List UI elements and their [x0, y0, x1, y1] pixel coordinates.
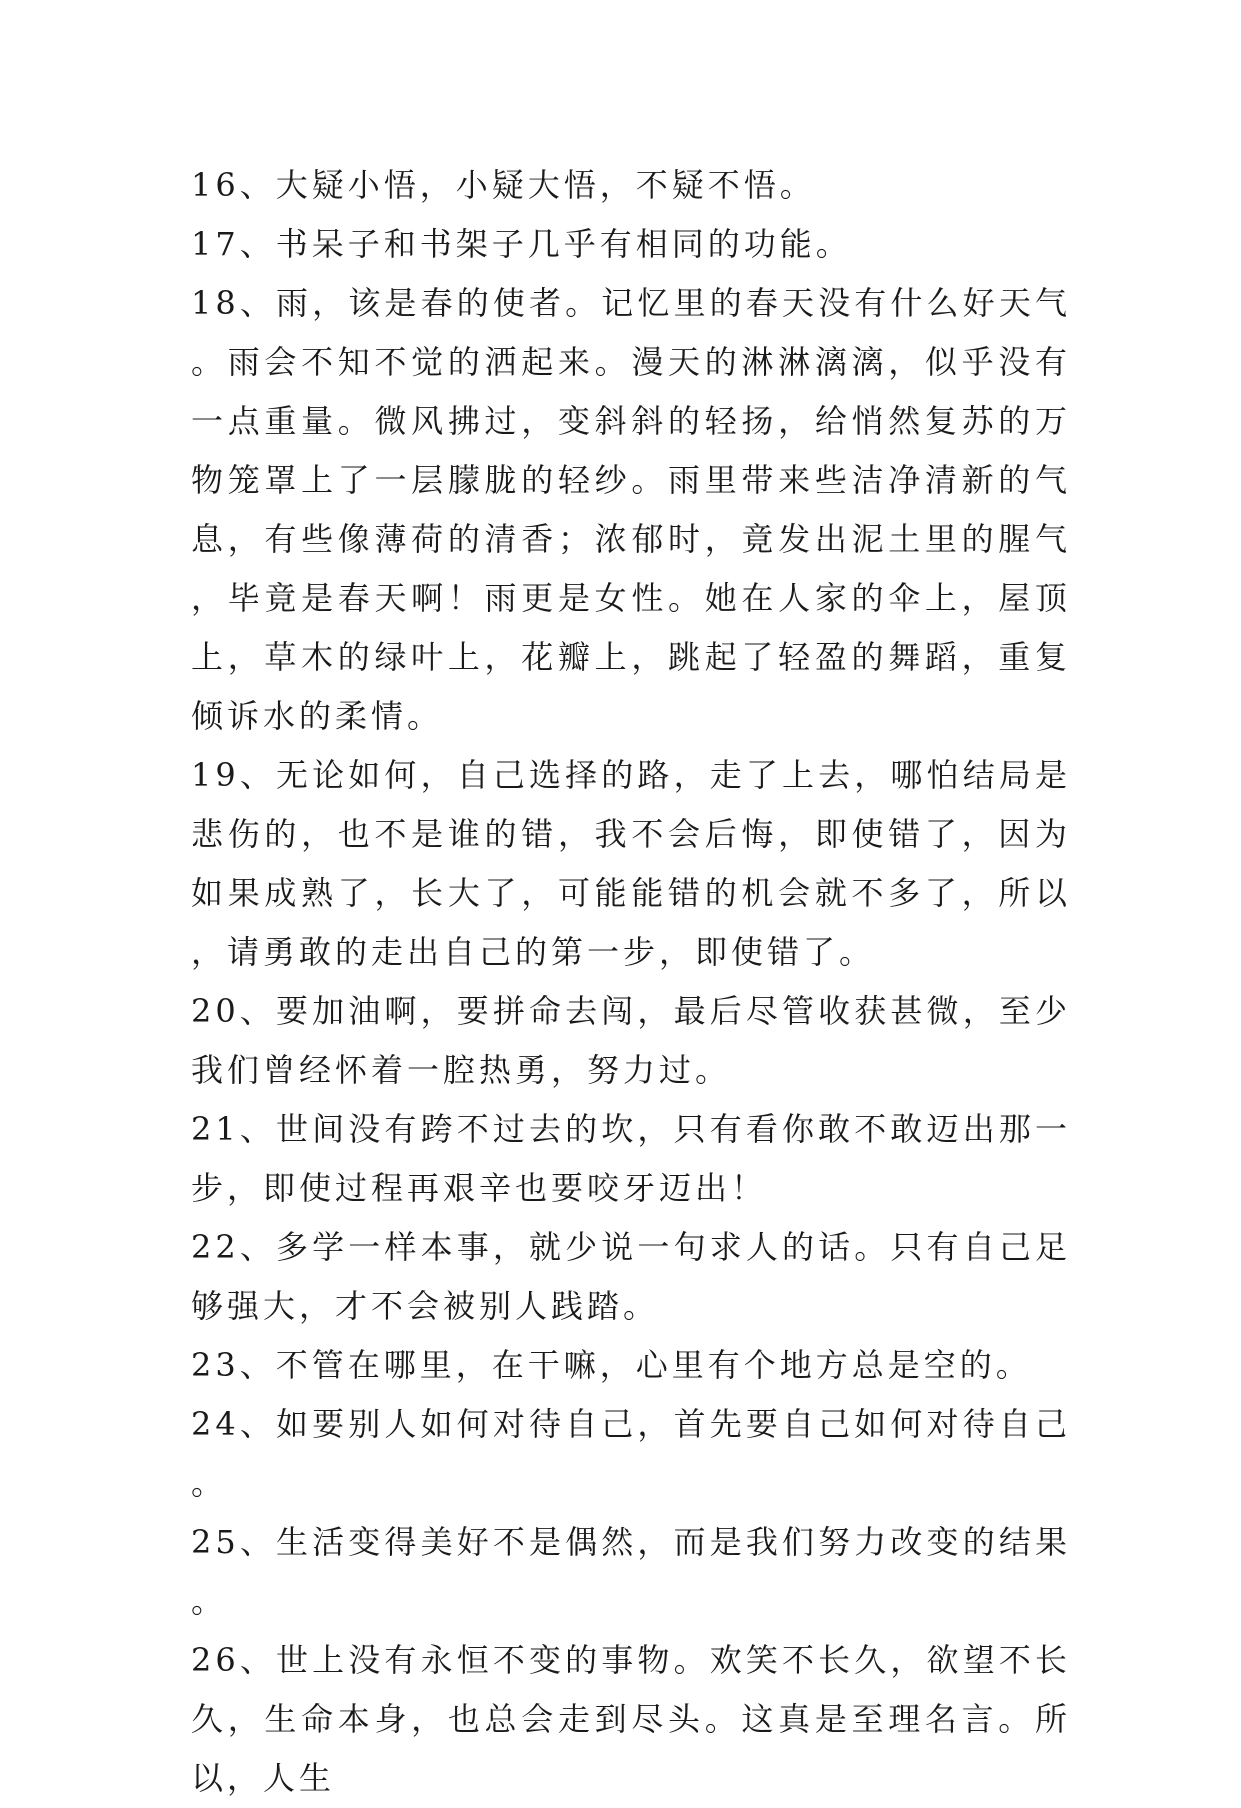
quote-entry-24: 24、如要别人如何对待自己，首先要自己如何对待自己。 — [191, 1405, 1071, 1502]
document-body — [191, 156, 1071, 1808]
quote-entry-21: 21、世间没有跨不过去的坎，只有看你敢不敢迈出那一步，即使过程再艰辛也要咬牙迈出！ — [191, 1110, 1071, 1207]
quote-entry-22: 22、多学一样本事，就少说一句求人的话。只有自己足够强大，才不会被别人践踏。 — [191, 1228, 1071, 1325]
quote-entry-26: 26、世上没有永恒不变的事物。欢笑不长久，欲望不长久，生命本身，也总会走到尽头。这真是至理名言。所以，人生 — [191, 1641, 1071, 1797]
quote-entry-19: 19、无论如何，自己选择的路，走了上去，哪怕结局是悲伤的，也不是谁的错，我不会后悔，即使错了，因为如果成熟了，长大了，可能能错的机会就不多了，所以，请勇敢的走出自己的第一步，即使错了。 — [191, 756, 1071, 971]
quote-entry-17: 17、书呆子和书架子几乎有相同的功能。 — [191, 225, 852, 263]
quote-entry-23: 23、不管在哪里，在干嘛，心里有个地方总是空的。 — [191, 1346, 1032, 1384]
quote-entry-25: 25、生活变得美好不是偶然，而是我们努力改变的结果。 — [191, 1523, 1071, 1620]
quote-entry-18: 18、雨，该是春的使者。记忆里的春天没有什么好天气。雨会不知不觉的洒起来。漫天的淋淋漓漓，似乎没有一点重量。微风拂过，变斜斜的轻扬，给悄然复苏的万物笼罩上了一层朦胧的轻纱。雨里带来些洁净清新的气息，有些像薄荷的清香；浓郁时，竟发出泥土里的腥气，毕竟是春天啊！雨更是女性。她在人家的伞上，屋顶上，草木的绿叶上，花瓣上，跳起了轻盈的舞蹈，重复倾诉水的柔情。 — [191, 284, 1071, 735]
quote-entry-20: 20、要加油啊，要拼命去闯，最后尽管收获甚微，至少我们曾经怀着一腔热勇，努力过。 — [191, 992, 1071, 1089]
quote-entry-16: 16、大疑小悟，小疑大悟，不疑不悟。 — [191, 166, 816, 204]
